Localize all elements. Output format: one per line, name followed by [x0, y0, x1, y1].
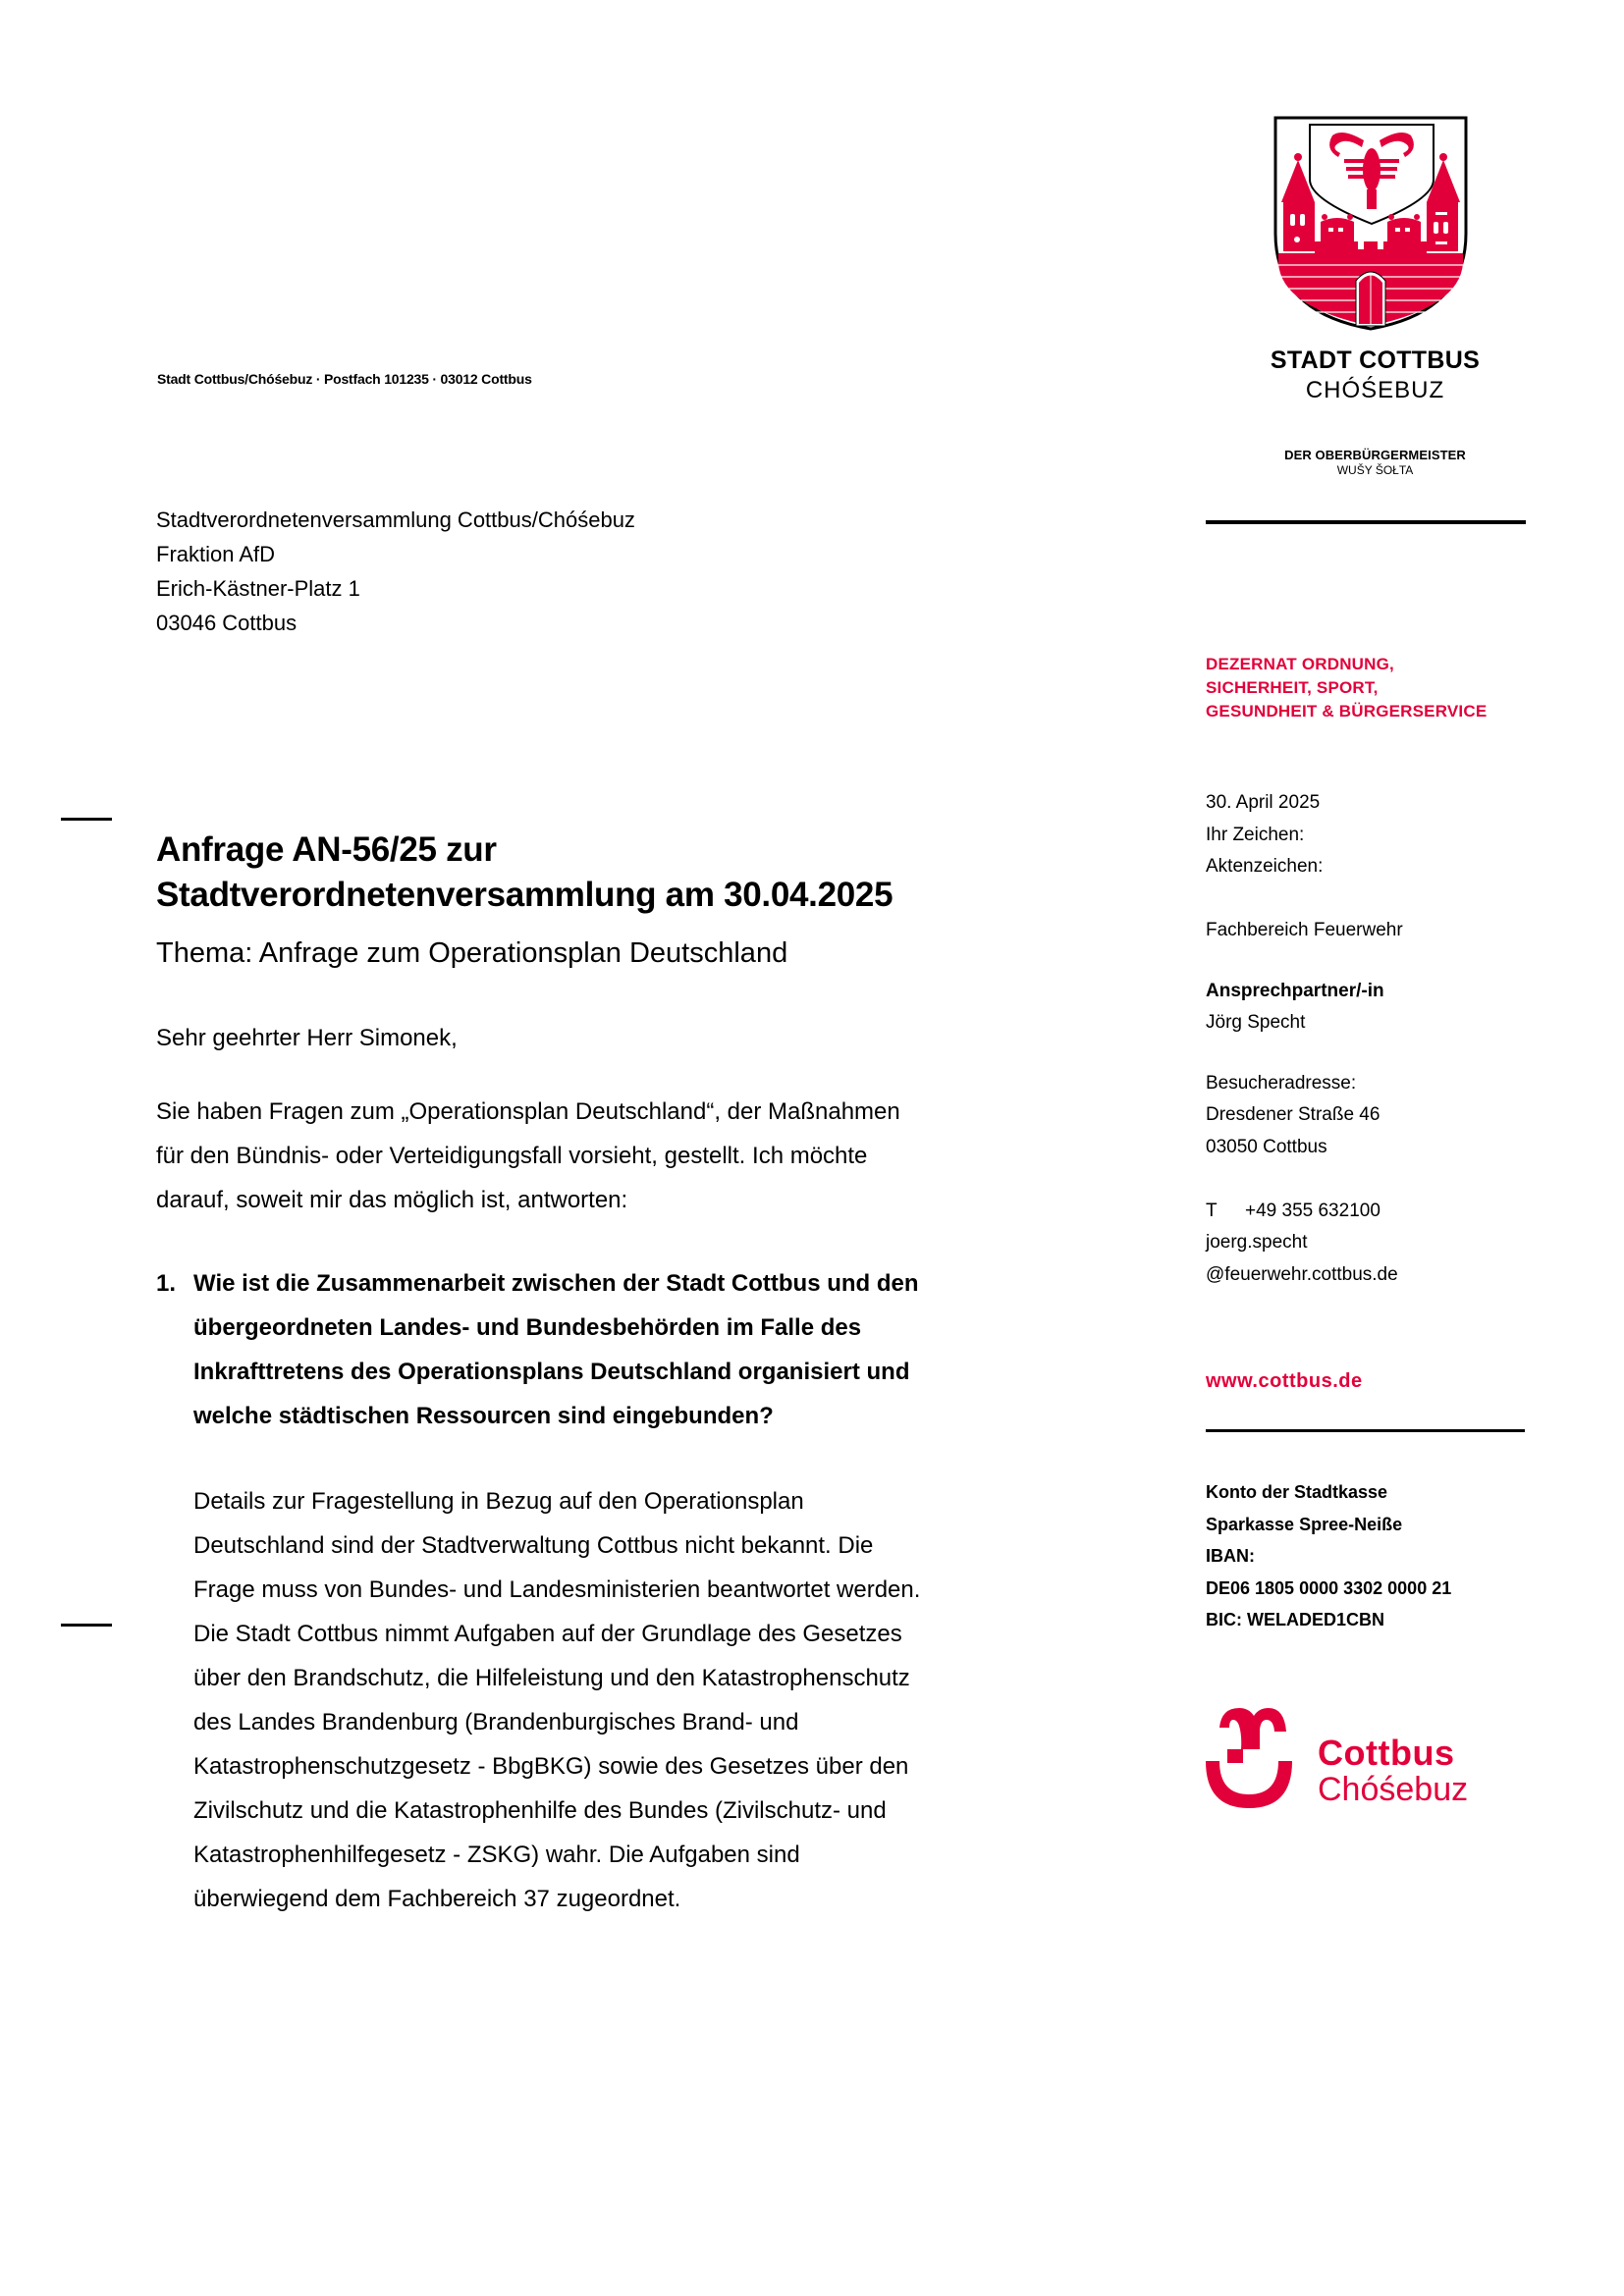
bank-label: Konto der Stadtkasse: [1206, 1482, 1388, 1502]
city-name: STADT COTTBUS: [1270, 347, 1481, 374]
brand-wordmark-line-1: Cottbus: [1318, 1733, 1455, 1773]
visitor-city: 03050 Cottbus: [1206, 1136, 1327, 1157]
intro-line: Sie haben Fragen zum „Operationsplan Deutschland“, der Maßnahmen: [156, 1098, 900, 1125]
cottbus-brand-mark-icon: [1200, 1704, 1298, 1812]
brand-wordmark: [1318, 1735, 1468, 1808]
mayor-title: DER OBERBÜRGERMEISTER: [1284, 448, 1466, 462]
department-line: SICHERHEIT, SPORT,: [1206, 678, 1379, 697]
question-line: Inkrafttretens des Operationsplans Deutschland organisiert und: [193, 1359, 910, 1385]
answer-line: Deutschland sind der Stadtverwaltung Cottbus nicht bekannt. Die: [193, 1532, 874, 1559]
salutation: Sehr geehrter Herr Simonek,: [156, 1025, 458, 1051]
answer-line: des Landes Brandenburg (Brandenburgisches Brand- und: [193, 1709, 799, 1735]
question-text: [193, 1261, 919, 1438]
visitor-address-label: Besucheradresse:: [1206, 1072, 1357, 1094]
city-name-sorbian: CHÓŚEBUZ: [1305, 377, 1445, 403]
answer-line: Zivilschutz und die Katastrophenhilfe des Bundes (Zivilschutz- und: [193, 1797, 887, 1824]
intro-paragraph: [156, 1090, 1138, 1222]
question-line: übergeordneten Landes- und Bundesbehörden im Falle des: [193, 1314, 862, 1341]
mayor-block: [1245, 448, 1505, 477]
recipient-line: Stadtverordnetenversammlung Cottbus/Chóśebuz: [156, 507, 635, 532]
answer-line: überwiegend dem Fachbereich 37 zugeordnet.: [193, 1886, 681, 1912]
fold-mark-top: [61, 818, 112, 821]
bank-name: Sparkasse Spree-Neiße: [1206, 1514, 1403, 1534]
department-name: [1206, 653, 1487, 723]
website-link[interactable]: www.cottbus.de: [1206, 1370, 1363, 1392]
intro-line: darauf, soweit mir das möglich ist, antworten:: [156, 1187, 628, 1213]
department-line: DEZERNAT ORDNUNG,: [1206, 655, 1394, 673]
recipient-line: Erich-Kästner-Platz 1: [156, 576, 360, 601]
intro-line: für den Bündnis- oder Verteidigungsfall vorsieht, gestellt. Ich möchte: [156, 1143, 868, 1169]
iban-value: DE06 1805 0000 3302 0000 21: [1206, 1577, 1452, 1598]
iban-label: IBAN:: [1206, 1546, 1255, 1566]
contact-label: Ansprechpartner/-in: [1206, 980, 1384, 1001]
question-line: welche städtischen Ressourcen sind eingebunden?: [193, 1403, 774, 1429]
phone-number[interactable]: +49 355 632100: [1245, 1200, 1380, 1221]
question-number: 1.: [156, 1270, 177, 1297]
aktenzeichen-label: Aktenzeichen:: [1206, 856, 1324, 877]
answer-line: über den Brandschutz, die Hilfeleistung und den Katastrophenschutz: [193, 1665, 910, 1691]
department-line: GESUNDHEIT & BÜRGERSERVICE: [1206, 702, 1488, 721]
brand-wordmark-line-2: Chóśebuz: [1318, 1771, 1469, 1808]
answer-line: Katastrophenschutzgesetz - BbgBKG) sowie des Gesetzes über den: [193, 1753, 909, 1780]
header-divider: [1206, 520, 1526, 524]
bank-details: [1206, 1476, 1451, 1636]
answer-line: Details zur Fragestellung in Bezug auf den Operationsplan: [193, 1488, 804, 1515]
title-line-2: Stadtverordnetenversammlung am 30.04.2025: [156, 876, 893, 914]
sidebar-divider: [1206, 1429, 1525, 1432]
answer-line: Frage muss von Bundes- und Landesministerien beantwortet werden.: [193, 1576, 921, 1603]
phone-label: T: [1206, 1200, 1218, 1221]
answer-line: Die Stadt Cottbus nimmt Aufgaben auf der Grundlage des Gesetzes: [193, 1621, 902, 1647]
email-line-2[interactable]: @feuerwehr.cottbus.de: [1206, 1263, 1398, 1285]
title-line-1: Anfrage AN-56/25 zur: [156, 830, 497, 869]
fachbereich: Fachbereich Feuerwehr: [1206, 920, 1403, 940]
answer-1: [193, 1479, 1156, 1921]
letter-date: 30. April 2025: [1206, 792, 1321, 813]
recipient-line: 03046 Cottbus: [156, 611, 298, 635]
recipient-line: Fraktion AfD: [156, 542, 276, 566]
question-1: [156, 1261, 1138, 1438]
document-title: [156, 828, 893, 918]
contact-name: Jörg Specht: [1206, 1012, 1306, 1033]
document-subtitle: Thema: Anfrage zum Operationsplan Deutschland: [156, 937, 788, 969]
recipient-address: [156, 503, 635, 640]
bic-value: BIC: WELADED1CBN: [1206, 1610, 1384, 1629]
city-name-block: [1245, 347, 1505, 404]
sender-return-address: Stadt Cottbus/Chóśebuz · Postfach 101235 · 03012 Cottbus: [157, 371, 532, 387]
phone-row: [1206, 1196, 1403, 1228]
reference-info: [1206, 787, 1403, 1291]
ihr-zeichen-label: Ihr Zeichen:: [1206, 824, 1305, 845]
visitor-street: Dresdener Straße 46: [1206, 1104, 1380, 1125]
email-line-1[interactable]: joerg.specht: [1206, 1232, 1308, 1253]
coat-of-arms-icon: [1273, 116, 1476, 332]
mayor-title-sorbian: WUŠY ŠOŁTA: [1336, 463, 1414, 477]
fold-mark-bottom: [61, 1624, 112, 1627]
answer-line: Katastrophenhilfegesetz - ZSKG) wahr. Die Aufgaben sind: [193, 1842, 800, 1868]
question-line: Wie ist die Zusammenarbeit zwischen der Stadt Cottbus und den: [193, 1270, 919, 1297]
